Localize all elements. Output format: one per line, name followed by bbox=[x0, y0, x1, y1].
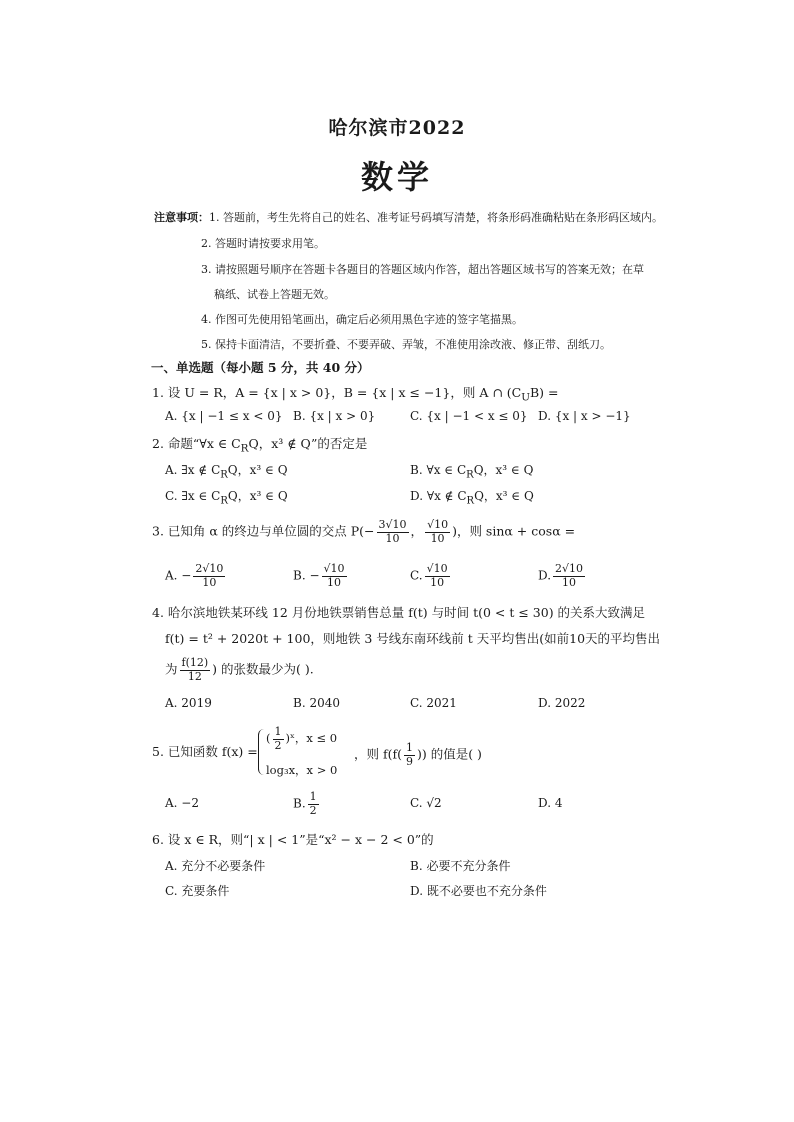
q5-p1-num: 1 bbox=[274, 725, 282, 738]
q4-option-c: C. 2021 bbox=[410, 696, 457, 710]
q3-stem-text: 3. 已知角 α 的终边与单位圆的交点 P(− bbox=[152, 523, 375, 539]
q3-c-text: C. bbox=[410, 568, 423, 583]
q6-option-c: C. 充要条件 bbox=[165, 884, 230, 898]
question-5-tail bbox=[354, 742, 482, 768]
question-3-stem bbox=[152, 519, 575, 545]
q5-b-den: 2 bbox=[309, 803, 317, 817]
q3-a-num: 2√10 bbox=[195, 562, 224, 575]
q4-frac-num: f(12) bbox=[181, 656, 209, 669]
q1-stem-end: B) = bbox=[529, 385, 559, 400]
q5-b-num: 1 bbox=[309, 790, 317, 803]
q5-option-b bbox=[293, 791, 321, 817]
note-item-3-cont: 稿纸、试卷上答题无效。 bbox=[214, 288, 335, 301]
q3-b-text: B. − bbox=[293, 568, 320, 583]
q3-option-b bbox=[293, 563, 349, 589]
q3-comma: ， bbox=[410, 523, 424, 539]
q3-d-num: 2√10 bbox=[555, 562, 584, 575]
question-4-line-2: f(t) = t² + 2020t + 100，则地铁 3 号线东南环线前 t 天平均售出(如前10天的平均售出 bbox=[165, 631, 661, 646]
q2-b-end: Q，x³ ∈ Q bbox=[473, 463, 534, 477]
q5-p1-end: )ˣ，x ≤ 0 bbox=[285, 731, 338, 746]
q3-px-den: 10 bbox=[385, 531, 400, 545]
q3-a-text: A. − bbox=[165, 568, 192, 583]
q3-c-den: 10 bbox=[430, 575, 445, 589]
q3-b-fraction bbox=[322, 563, 347, 589]
q3-option-c bbox=[410, 563, 452, 589]
q3-b-num: √10 bbox=[323, 562, 345, 575]
q3-point-x-fraction bbox=[377, 519, 409, 545]
q5-b-text: B. bbox=[293, 796, 306, 811]
q5-b-fraction bbox=[308, 791, 319, 817]
q2-stem-text: 2. 命题“∀x ∈ C bbox=[152, 436, 241, 451]
q3-point-y-fraction bbox=[425, 519, 450, 545]
q6-option-d: D. 既不必要也不充分条件 bbox=[410, 884, 547, 898]
q2-c-sub: R bbox=[220, 495, 228, 507]
q5-option-a: A. −2 bbox=[165, 796, 199, 810]
q1-stem-text: 1. 设 U = R，A = {x | x > 0}，B = {x | x ≤ −1}，则 A ∩ (C bbox=[152, 385, 522, 400]
q3-a-fraction bbox=[193, 563, 225, 589]
q2-a-text: A. ∃x ∉ C bbox=[165, 463, 221, 477]
q3-d-text: D. bbox=[538, 568, 552, 583]
q5-piece-1 bbox=[266, 726, 337, 752]
q4-fraction bbox=[180, 657, 211, 683]
q5-tail-den: 9 bbox=[405, 754, 413, 768]
note-item-2: 2. 答题时请按要求用笔。 bbox=[201, 237, 325, 250]
q4-line3-end: ) 的张数最少为( ). bbox=[212, 661, 314, 677]
question-4-line-1: 4. 哈尔滨地铁某环线 12 月份地铁票销售总量 f(t) 与时间 t(0 < t ≤ 30) 的关系大致满足 bbox=[152, 605, 646, 620]
q4-line3-pre: 为 bbox=[165, 661, 178, 677]
section-heading: 一、单选题（每小题 5 分，共 40 分） bbox=[151, 360, 370, 375]
note-item-3: 3. 请按照题号顺序在答题卡各题目的答题区域内作答，超出答题区域书写的答案无效；在草 bbox=[201, 263, 644, 276]
q3-d-fraction bbox=[553, 563, 585, 589]
q3-a-den: 10 bbox=[202, 575, 217, 589]
note-item-4: 4. 作图可先使用铅笔画出，确定后必须用黑色字迹的签字笔描黑。 bbox=[201, 313, 523, 326]
q5-p1-fraction bbox=[273, 726, 284, 752]
question-2-stem bbox=[152, 434, 367, 455]
q4-option-b: B. 2040 bbox=[293, 696, 340, 710]
q6-option-a: A. 充分不必要条件 bbox=[165, 859, 266, 873]
q6-option-b: B. 必要不充分条件 bbox=[410, 859, 511, 873]
q5-option-d: D. 4 bbox=[538, 796, 563, 810]
q2-sub: R bbox=[240, 442, 249, 455]
q3-px-num: 3√10 bbox=[378, 518, 407, 531]
q1-sub: U bbox=[521, 391, 530, 404]
exam-title: 数学 bbox=[360, 158, 433, 196]
q4-option-a: A. 2019 bbox=[165, 696, 212, 710]
q2-d-sub: R bbox=[466, 495, 475, 507]
q4-option-d: D. 2022 bbox=[538, 696, 586, 710]
q3-c-num: √10 bbox=[426, 562, 448, 575]
q3-option-a bbox=[165, 563, 227, 589]
question-5-stem: 5. 已知函数 f(x) = bbox=[152, 744, 258, 759]
note-item-5: 5. 保持卡面清洁，不要折叠、不要弄破、弄皱，不准使用涂改液、修正带、刮纸刀。 bbox=[201, 338, 611, 351]
q1-option-c: C. {x | −1 < x ≤ 0} bbox=[410, 409, 528, 423]
q1-option-a: A. {x | −1 ≤ x < 0} bbox=[165, 409, 283, 423]
q3-py-num: √10 bbox=[427, 518, 449, 531]
q3-py-den: 10 bbox=[430, 531, 445, 545]
q5-piece-2: log₃x，x > 0 bbox=[266, 763, 338, 777]
q2-stem-end: Q，x³ ∉ Q”的否定是 bbox=[248, 436, 368, 451]
q3-c-fraction bbox=[425, 563, 450, 589]
q5-tail-end: )) 的值是( ) bbox=[416, 746, 482, 762]
q3-b-den: 10 bbox=[327, 575, 342, 589]
q2-option-b bbox=[410, 461, 533, 480]
question-4-line-3 bbox=[165, 657, 314, 683]
q5-p1-den: 2 bbox=[274, 738, 282, 752]
q3-stem-end: )，则 sinα + cosα = bbox=[452, 523, 576, 539]
q2-b-text: B. ∀x ∈ C bbox=[410, 463, 467, 477]
q3-d-den: 10 bbox=[562, 575, 577, 589]
q2-c-end: Q，x³ ∈ Q bbox=[227, 489, 288, 503]
q5-tail-fraction bbox=[404, 742, 415, 768]
q5-tail-num: 1 bbox=[405, 741, 413, 754]
notes-heading: 注意事项： bbox=[154, 211, 209, 224]
q5-tail-pre: ，则 f(f( bbox=[354, 746, 402, 762]
q2-b-sub: R bbox=[466, 469, 474, 481]
q3-option-d bbox=[538, 563, 587, 589]
q1-option-b: B. {x | x > 0} bbox=[293, 409, 376, 423]
q2-a-sub: R bbox=[220, 469, 228, 481]
q5-p1-pre: ( bbox=[266, 731, 271, 746]
q4-frac-den: 12 bbox=[187, 669, 202, 683]
question-1-stem bbox=[152, 383, 559, 404]
question-6-stem: 6. 设 x ∈ R，则“| x | < 1”是“x² − x − 2 < 0”的 bbox=[152, 832, 434, 847]
q2-c-text: C. ∃x ∈ C bbox=[165, 489, 221, 503]
q2-option-c bbox=[165, 487, 288, 506]
q2-d-text: D. ∀x ∉ C bbox=[410, 489, 467, 503]
note-item-1: 1. 答题前，考生先将自己的姓名、准考证号码填写清楚，将条形码准确粘贴在条形码区域内。 bbox=[209, 211, 663, 224]
q2-option-d bbox=[410, 487, 534, 506]
note-line-1 bbox=[154, 210, 663, 225]
q5-option-c: C. √2 bbox=[410, 796, 442, 810]
q2-d-end: Q，x³ ∈ Q bbox=[474, 489, 534, 503]
q2-a-end: Q，x³ ∈ Q bbox=[227, 463, 288, 477]
exam-subtitle: 哈尔滨市2022 bbox=[328, 117, 466, 139]
q2-option-a bbox=[165, 461, 288, 480]
q1-option-d: D. {x | x > −1} bbox=[538, 409, 631, 423]
